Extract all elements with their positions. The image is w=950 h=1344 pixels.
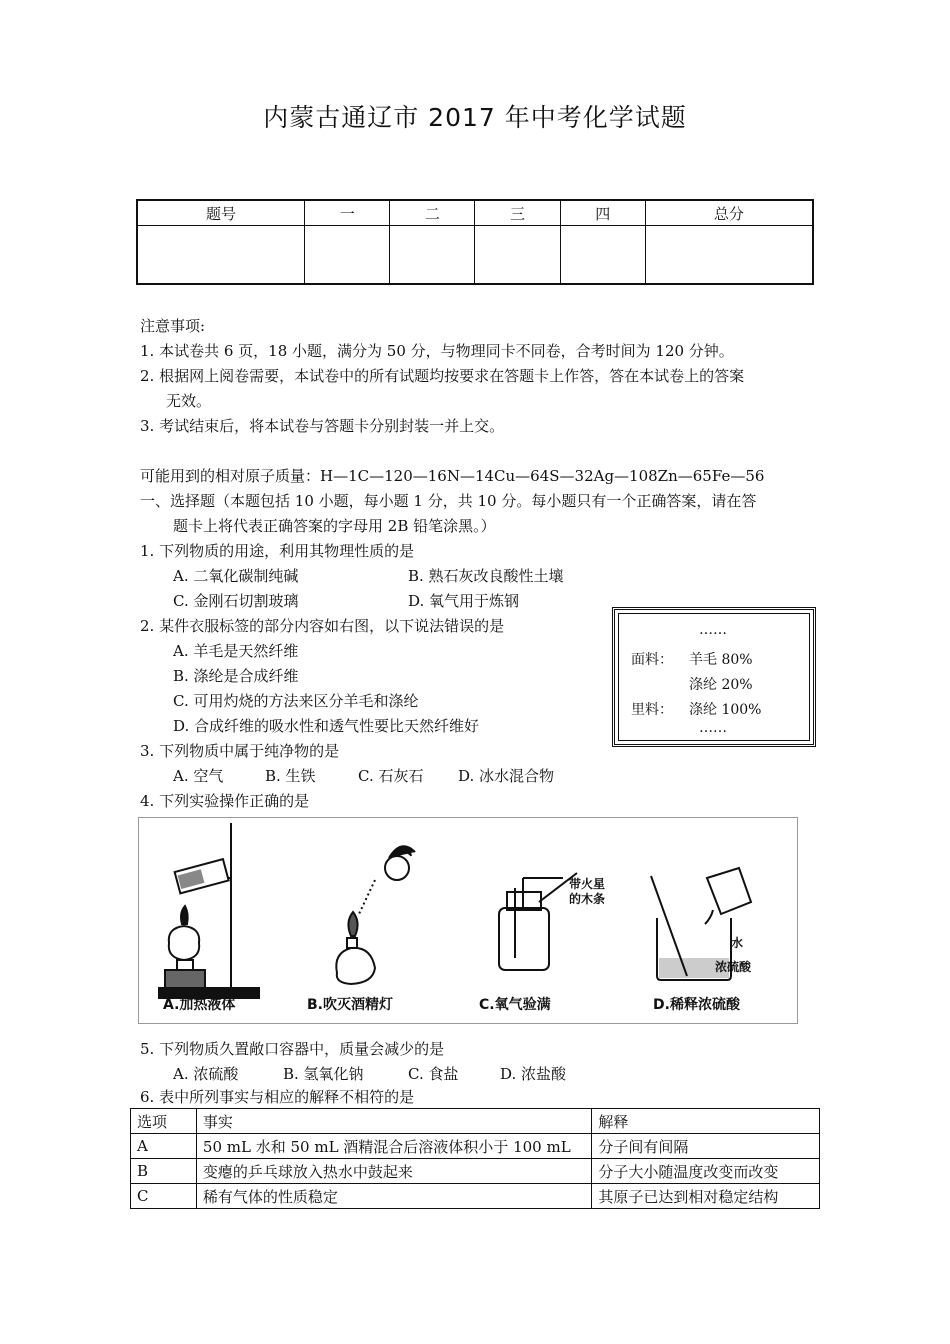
score-header-cell: 四 xyxy=(560,200,645,226)
figure-label-acid: 浓硫酸 xyxy=(715,960,752,974)
alcohol-lamp-drawing xyxy=(336,846,415,984)
section-heading-cont: 题卡上将代表正确答案的字母用 2B 铅笔涂黑。） xyxy=(173,517,496,535)
notes-heading: 注意事项: xyxy=(140,317,206,335)
option: D. 氧气用于炼钢 xyxy=(408,592,520,610)
label-fabric-2: 涤纶 20% xyxy=(689,677,753,693)
label-dots: …… xyxy=(699,622,727,638)
score-header-cell: 一 xyxy=(305,200,390,226)
table-row xyxy=(131,1184,820,1209)
question-stem: 5. 下列物质久置敞口容器中，质量会减少的是 xyxy=(140,1040,445,1058)
figure-label-water: 水 xyxy=(731,936,744,950)
option: A. 浓硫酸 xyxy=(173,1065,239,1083)
option: A. 羊毛是天然纤维 xyxy=(173,642,299,660)
note-item: 3. 考试结束后，将本试卷与答题卡分别封装一并上交。 xyxy=(140,417,505,435)
score-cell xyxy=(137,226,305,285)
facts-header-cell: 选项 xyxy=(131,1109,197,1134)
score-table-blank-row xyxy=(137,226,813,285)
lab-drawings xyxy=(139,818,797,1023)
option: B. 熟石灰改良酸性土壤 xyxy=(408,567,564,585)
table-cell: 其原子已达到相对稳定结构 xyxy=(592,1184,820,1209)
option: B. 生铁 xyxy=(265,767,316,785)
question-stem: 6. 表中所列事实与相应的解释不相符的是 xyxy=(140,1088,415,1106)
figure-caption-d: D.稀释浓硫酸 xyxy=(653,997,740,1013)
option: D. 冰水混合物 xyxy=(458,767,555,785)
table-row xyxy=(131,1159,820,1184)
option: C. 石灰石 xyxy=(358,767,424,785)
note-item: 2. 根据网上阅卷需要，本试卷中的所有试题均按要求在答题卡上作答，答在本试卷上的答案 xyxy=(140,367,745,385)
score-table xyxy=(136,199,814,285)
table-cell: B xyxy=(131,1159,197,1184)
label-lining-heading: 里料： xyxy=(631,702,673,718)
page-title: 内蒙古通辽市 2017 年中考化学试题 xyxy=(263,103,687,132)
note-item: 1. 本试卷共 6 页，18 小题，满分为 50 分，与物理同卡不同卷，合考时间为 120 分钟。 xyxy=(140,342,734,360)
table-cell: 50 mL 水和 50 mL 酒精混合后溶液体积小于 100 mL xyxy=(196,1134,591,1159)
option: B. 涤纶是合成纤维 xyxy=(173,667,299,685)
figure-caption-b: B.吹灭酒精灯 xyxy=(307,997,393,1013)
score-cell xyxy=(305,226,390,285)
score-header-cell: 三 xyxy=(475,200,560,226)
score-cell xyxy=(390,226,475,285)
table-row xyxy=(131,1134,820,1159)
section-heading: 一、选择题（本题包括 10 小题，每小题 1 分，共 10 分。每小题只有一个正确答案，请在答 xyxy=(140,492,757,510)
facts-table xyxy=(130,1108,820,1209)
score-table-header xyxy=(137,200,813,226)
oxygen-check-drawing xyxy=(499,873,577,970)
heating-liquid-drawing xyxy=(159,823,259,998)
score-cell xyxy=(645,226,813,285)
facts-header-cell: 解释 xyxy=(592,1109,820,1134)
figure-caption-a: A.加热液体 xyxy=(163,997,236,1013)
option: C. 食盐 xyxy=(408,1065,459,1083)
question-stem: 2. 某件衣服标签的部分内容如右图，以下说法错误的是 xyxy=(140,617,505,635)
table-cell: 稀有气体的性质稳定 xyxy=(196,1184,591,1209)
option: A. 空气 xyxy=(173,767,224,785)
lab-operations-figure xyxy=(138,817,798,1024)
option: B. 氢氧化钠 xyxy=(283,1065,364,1083)
facts-header-cell: 事实 xyxy=(196,1109,591,1134)
table-cell: 分子大小随温度改变而改变 xyxy=(592,1159,820,1184)
label-fabric-heading: 面料： xyxy=(631,652,673,668)
note-item: 无效。 xyxy=(166,392,212,410)
option: C. 可用灼烧的方法来区分羊毛和涤纶 xyxy=(173,692,419,710)
question-stem: 4. 下列实验操作正确的是 xyxy=(140,792,310,810)
figure-label-stick-2: 的木条 xyxy=(569,892,606,906)
option: A. 二氧化碳制纯碱 xyxy=(173,567,299,585)
table-cell: C xyxy=(131,1184,197,1209)
label-dots: …… xyxy=(699,720,727,736)
facts-table-header xyxy=(131,1109,820,1134)
label-lining-1: 涤纶 100% xyxy=(689,702,762,718)
table-cell: 变瘪的乒乓球放入热水中鼓起来 xyxy=(196,1159,591,1184)
score-header-cell: 二 xyxy=(390,200,475,226)
clothing-label-box xyxy=(612,607,816,747)
question-stem: 1. 下列物质的用途，利用其物理性质的是 xyxy=(140,542,415,560)
table-cell: A xyxy=(131,1134,197,1159)
score-cell xyxy=(560,226,645,285)
option: D. 合成纤维的吸水性和透气性要比天然纤维好 xyxy=(173,717,480,735)
score-header-cell: 题号 xyxy=(137,200,305,226)
option: D. 浓盐酸 xyxy=(500,1065,567,1083)
figure-caption-c: C.氧气验满 xyxy=(479,997,551,1013)
option: C. 金刚石切割玻璃 xyxy=(173,592,299,610)
label-fabric-1: 羊毛 80% xyxy=(689,652,753,668)
question-stem: 3. 下列物质中属于纯净物的是 xyxy=(140,742,340,760)
score-header-cell: 总分 xyxy=(645,200,813,226)
atomic-masses: 可能用到的相对原子质量：H—1C—120—16N—14Cu—64S—32Ag—108Zn—65Fe—56 xyxy=(140,467,765,485)
score-cell xyxy=(475,226,560,285)
table-cell: 分子间有间隔 xyxy=(592,1134,820,1159)
figure-label-stick-1: 带火星 xyxy=(569,877,606,891)
